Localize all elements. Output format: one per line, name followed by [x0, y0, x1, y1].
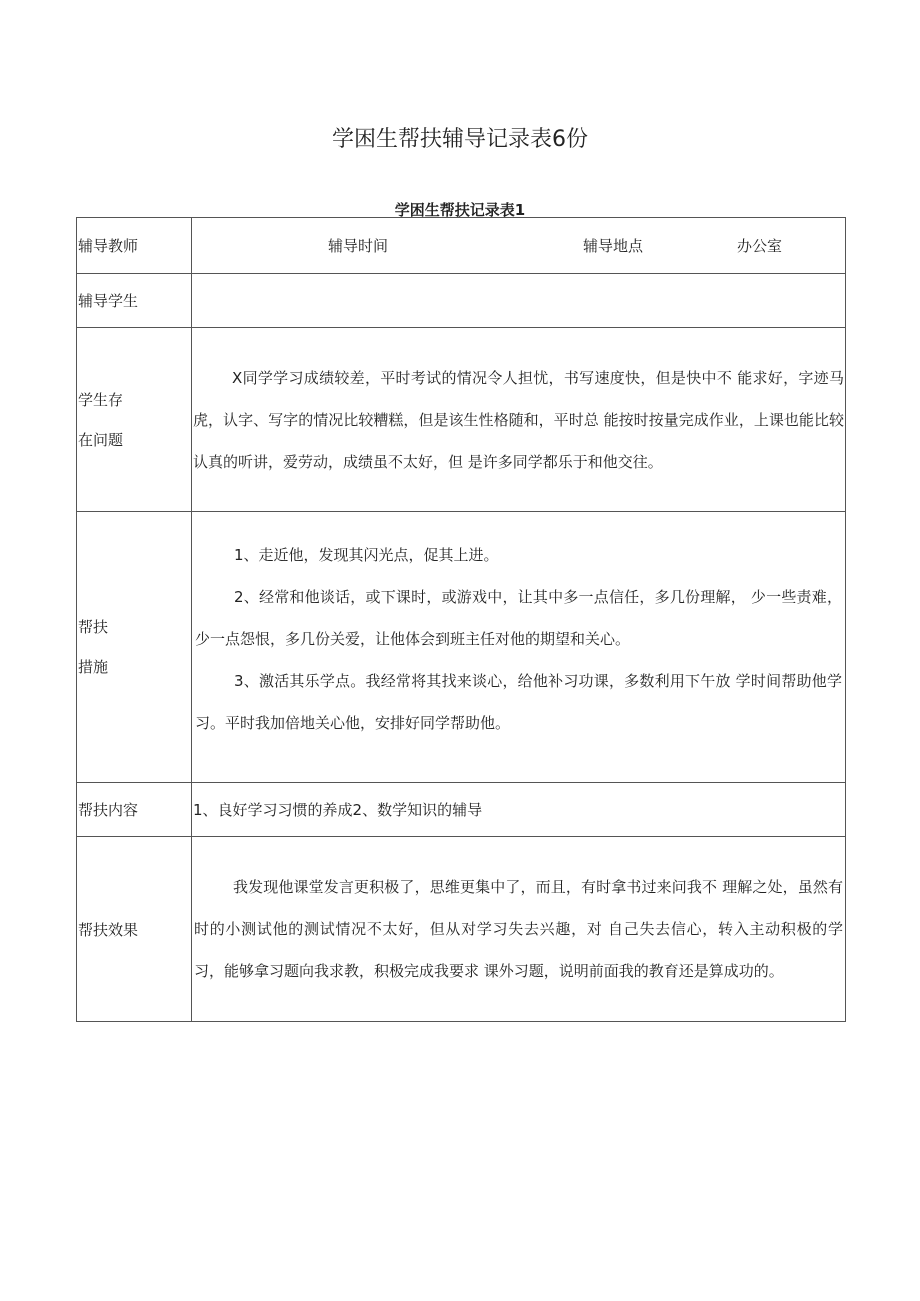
problem-label-cell: [77, 328, 192, 512]
effect-text-cell: [192, 837, 846, 1022]
problem-label-line2: 在问题: [78, 430, 124, 449]
effect-label-cell: [77, 837, 192, 1022]
measure-item-3: 3、激活其乐学点。我经常将其找来谈心，给他补习功课，多数利用下午放 学时间帮助他学习。平时我加倍地关心他，安排好同学帮助他。: [195, 672, 842, 732]
effect-row: [77, 837, 846, 1022]
problem-label-line1: 学生存: [78, 390, 124, 409]
record-table: [76, 217, 846, 1022]
student-row: [77, 274, 846, 328]
problem-text-cell: [192, 328, 846, 512]
measures-label-line2: 措施: [78, 658, 109, 676]
student-label: 辅导学生: [78, 292, 139, 310]
student-label-cell: [77, 274, 192, 328]
measures-text-cell: [192, 512, 846, 783]
content-text-cell: [192, 783, 846, 837]
header-values-cell: [192, 218, 846, 274]
measures-row: [77, 512, 846, 783]
problem-text: X同学学习成绩较差，平时考试的情况令人担忧，书写速度快，但是快中不 能求好，字迹马虎，认字、写字的情况比较糟糕，但是该生性格随和，平时总 能按时按量完成作业，上课也能比较认真的听讲，爱劳动，成绩虽不太好，但 是许多同学都乐于和他交往。: [193, 368, 844, 471]
measures-label-cell: [77, 512, 192, 783]
content-label: 帮扶内容: [78, 801, 139, 819]
content-text: 1、良好学习习惯的养成2、数学知识的辅导: [193, 801, 483, 819]
place-label: 辅导地点: [583, 237, 644, 255]
time-label: 辅导时间: [328, 237, 389, 255]
header-row: [77, 218, 846, 274]
place-value: 办公室: [737, 237, 783, 255]
measures-label-line1: 帮扶: [78, 618, 109, 636]
effect-text: 我发现他课堂发言更积极了，思维更集中了，而且，有时拿书过来问我不 理解之处，虽然有时的小测试他的测试情况不太好，但从对学习失去兴趣，对 自己失去信心，转入主动积极的学习，能够拿习题向我求教，积极完成我要求 课外习题，说明前面我的教育还是算成功的。: [194, 878, 843, 980]
content-row: [77, 783, 846, 837]
teacher-label-cell: [77, 218, 192, 274]
student-value-cell: [192, 274, 846, 328]
measure-item-1: 1、走近他，发现其闪光点，促其上进。: [234, 546, 499, 564]
effect-label: 帮扶效果: [78, 920, 139, 939]
document-title: 学困生帮扶辅导记录表6份: [332, 127, 588, 152]
teacher-label: 辅导教师: [78, 237, 139, 255]
problem-row: [77, 328, 846, 512]
table-caption: 学困生帮扶记录表1: [394, 201, 526, 219]
content-label-cell: [77, 783, 192, 837]
measure-item-2: 2、经常和他谈话，或下课时，或游戏中，让其中多一点信任，多几份理解， 少一些责难，少一点怨恨，多几份关爱，让他体会到班主任对他的期望和关心。: [195, 588, 842, 648]
